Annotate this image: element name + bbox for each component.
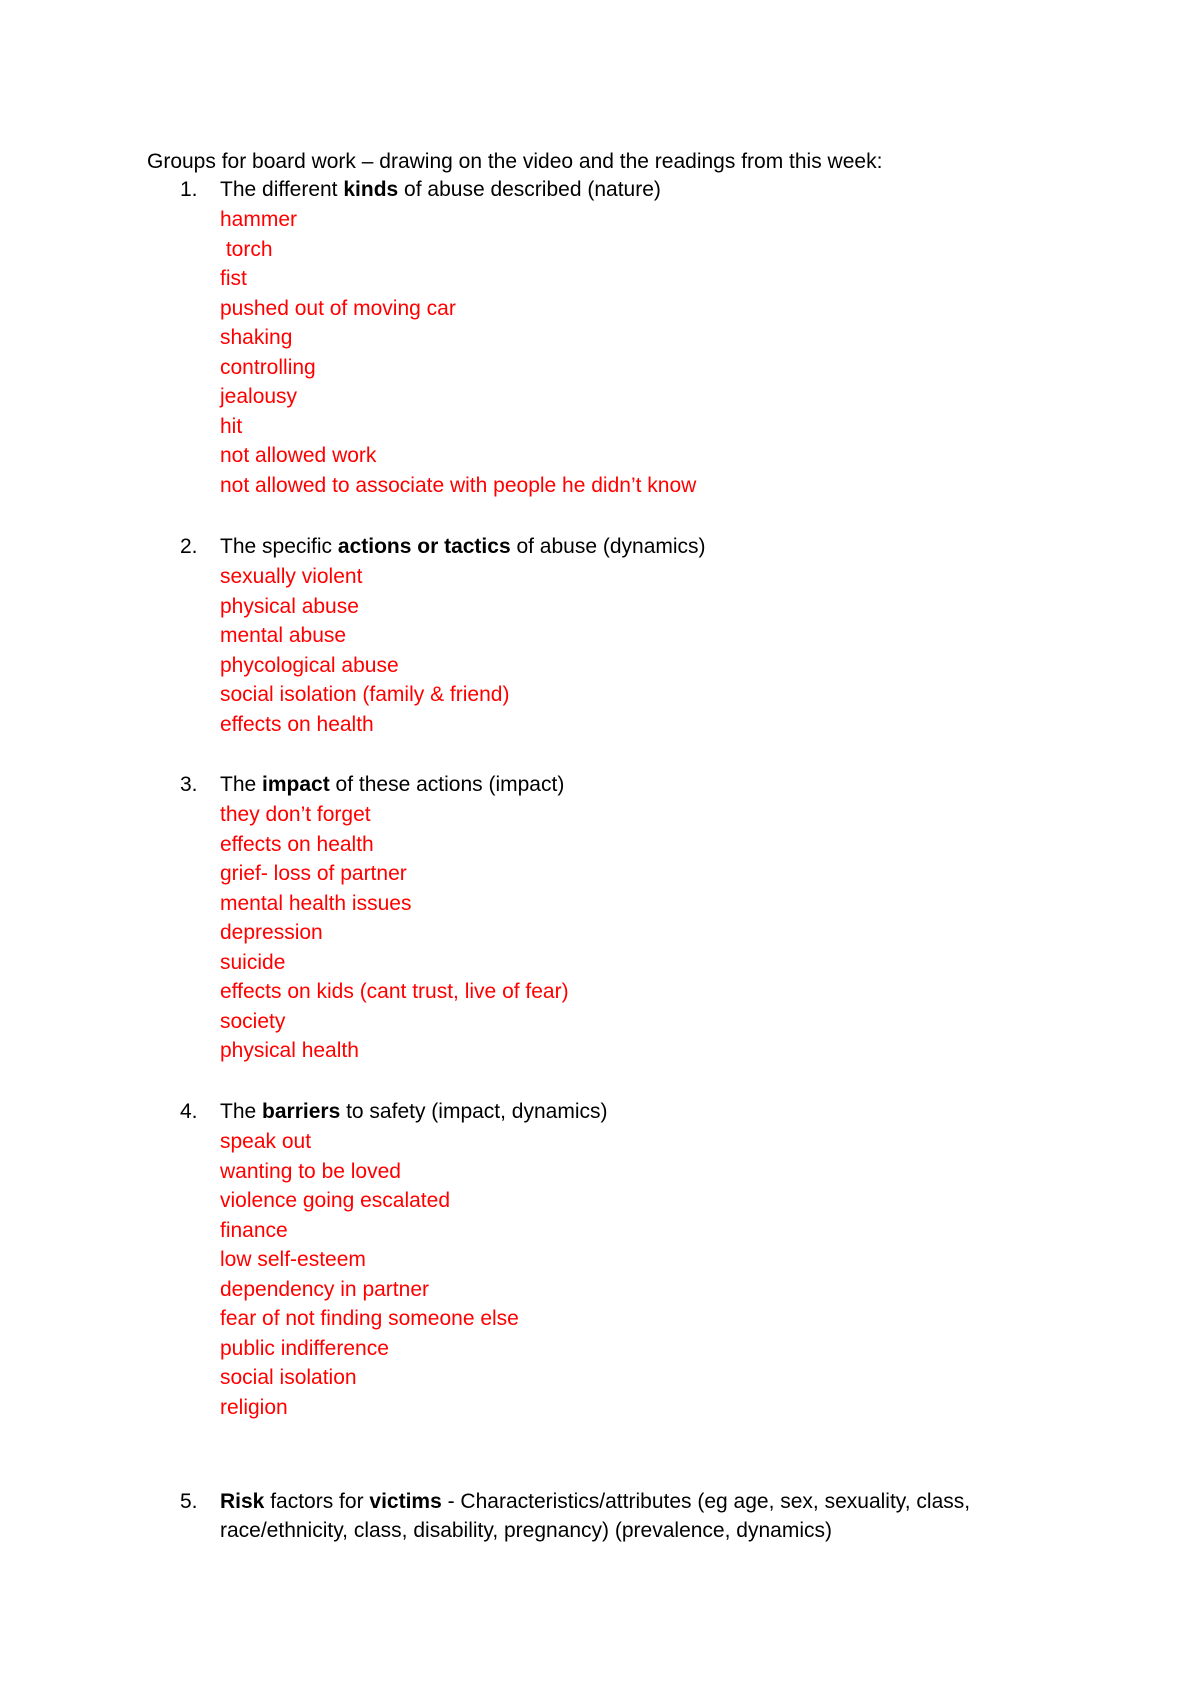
section-number: 1. xyxy=(180,178,198,201)
heading-keyword: kinds xyxy=(343,178,399,201)
section-heading xyxy=(180,176,1080,204)
section-actions xyxy=(180,533,1080,739)
list-item: they don’t forget xyxy=(220,803,371,826)
list-item: physical abuse xyxy=(220,594,359,618)
list-item: torch xyxy=(220,237,273,261)
list-item: hammer xyxy=(220,208,298,231)
list-item: physical health xyxy=(220,1039,359,1062)
list-item: public indifference xyxy=(220,1336,389,1360)
list-item: pushed out of moving car xyxy=(220,296,456,320)
heading-text-pre: The different xyxy=(220,178,344,201)
section-heading xyxy=(180,1098,1080,1126)
section-barriers xyxy=(180,1098,1080,1422)
list-item: fear of not finding someone else xyxy=(220,1307,519,1330)
list-item: phycological abuse xyxy=(220,653,399,677)
list-item: grief- loss of partner xyxy=(220,862,407,885)
list-item: social isolation (family & friend) xyxy=(220,683,510,706)
list-item: sexually violent xyxy=(220,565,363,588)
heading-text-pre: The specific xyxy=(220,535,338,558)
list-item: society xyxy=(220,1009,286,1033)
list-item: jealousy xyxy=(220,385,298,408)
list-item: hit xyxy=(220,414,243,438)
section-number: 4. xyxy=(180,1100,198,1123)
section-impact xyxy=(180,771,1080,1066)
section-kinds xyxy=(180,176,1080,500)
heading-text-pre: The xyxy=(220,773,263,796)
list-item: not allowed work xyxy=(220,444,377,467)
heading-text-post: of these actions (impact) xyxy=(329,773,565,796)
intro-text: Groups for board work – drawing on the video and the readings from this week: xyxy=(147,150,883,173)
answer-list xyxy=(180,562,1080,739)
section-number: 3. xyxy=(180,773,198,796)
list-item: mental health issues xyxy=(220,891,412,915)
heading-text-pre: The xyxy=(220,1100,263,1123)
list-item: wanting to be loved xyxy=(220,1159,401,1183)
list-item: mental abuse xyxy=(220,624,347,647)
list-item: effects on kids (cant trust, live of fear) xyxy=(220,980,569,1003)
list-item: depression xyxy=(220,921,323,944)
list-item: social isolation xyxy=(220,1366,357,1389)
heading-keyword: impact xyxy=(262,773,330,796)
list-item: violence going escalated xyxy=(220,1189,450,1212)
list-item: dependency in partner xyxy=(220,1277,429,1301)
list-item: suicide xyxy=(220,950,286,974)
answer-list xyxy=(180,1127,1080,1422)
heading-keyword: victims xyxy=(369,1490,442,1513)
heading-keyword: actions or tactics xyxy=(337,535,511,558)
section-number: 5. xyxy=(180,1490,198,1513)
list-item: speak out xyxy=(220,1130,312,1153)
heading-text-mid: factors for xyxy=(264,1490,370,1513)
list-item: controlling xyxy=(220,355,316,379)
list-item: not allowed to associate with people he didn’t know xyxy=(220,473,697,497)
list-item: effects on health xyxy=(220,712,374,736)
heading-keyword: barriers xyxy=(262,1100,341,1123)
answer-list xyxy=(180,205,1080,500)
section-heading xyxy=(180,1487,1080,1545)
heading-keyword: Risk xyxy=(220,1490,265,1513)
list-item: religion xyxy=(220,1395,288,1419)
heading-text-post: of abuse (dynamics) xyxy=(510,535,706,558)
section-heading xyxy=(180,771,1080,799)
section-heading xyxy=(180,533,1080,561)
heading-text-post: - Characteristics/attributes (eg age, sex, sexuality, class, race/ethnicity, class, disability, pregnancy) (prevalence, dynamics) xyxy=(220,1490,971,1542)
section-risk-factors xyxy=(180,1487,1080,1545)
list-item: shaking xyxy=(220,326,293,349)
answer-list xyxy=(180,800,1080,1066)
list-item: finance xyxy=(220,1218,288,1242)
heading-text-post: of abuse described (nature) xyxy=(398,178,661,201)
list-item: fist xyxy=(220,267,247,290)
list-item: effects on health xyxy=(220,832,374,856)
list-item: low self-esteem xyxy=(220,1248,366,1271)
heading-text-post: to safety (impact, dynamics) xyxy=(340,1100,608,1123)
section-number: 2. xyxy=(180,535,198,558)
